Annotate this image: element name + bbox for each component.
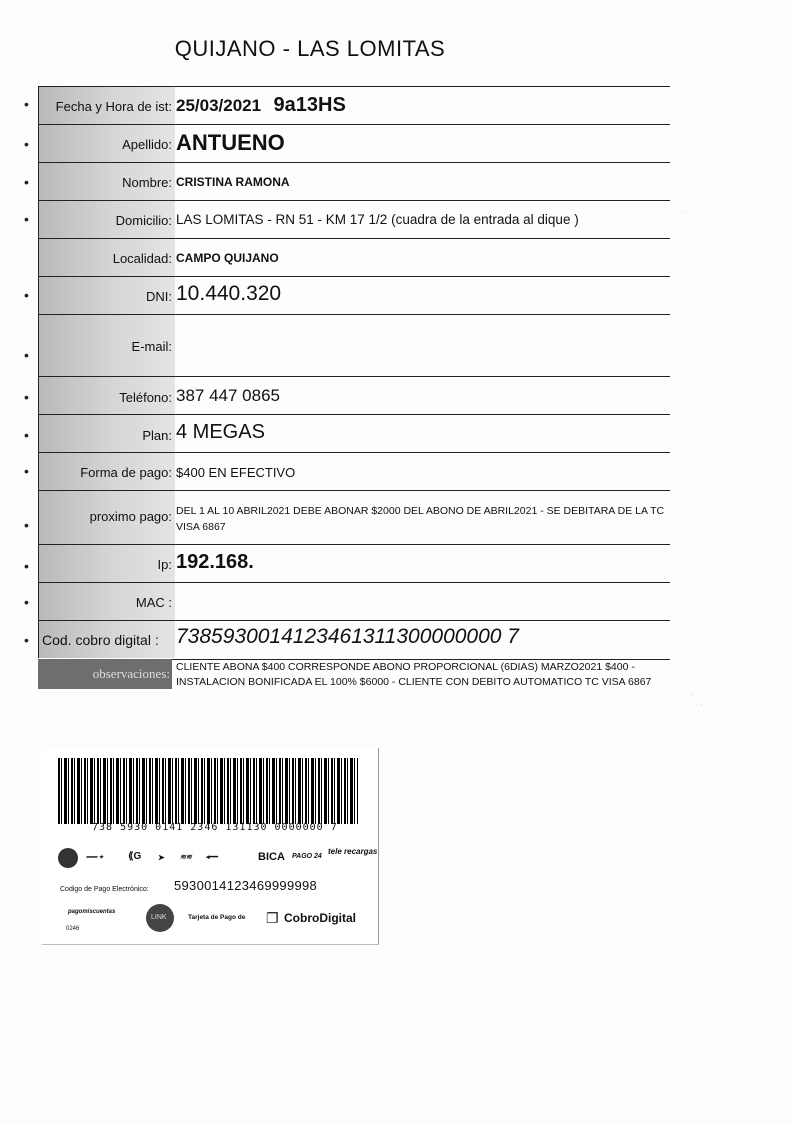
card-label: Tarjeta de Pago de bbox=[188, 914, 246, 921]
page-title: QUIJANO - LAS LOMITAS bbox=[174, 36, 446, 61]
row-ip bbox=[38, 544, 670, 583]
rapipago-icon: ≋≋ bbox=[180, 854, 192, 861]
observaciones-label: observaciones: bbox=[38, 659, 172, 689]
nombre-label: Nombre: bbox=[122, 175, 172, 190]
bullet: • bbox=[24, 517, 29, 533]
localidad-value: CAMPO QUIJANO bbox=[176, 251, 279, 265]
bullet: • bbox=[24, 347, 29, 363]
bullet: • bbox=[24, 287, 29, 303]
ip-label: Ip: bbox=[157, 557, 172, 572]
pago-facil-icon bbox=[58, 848, 78, 868]
barcode bbox=[58, 758, 358, 824]
proximo-pago-value: DEL 1 AL 10 ABRIL2021 DEBE ABONAR $2000 DEL ABONO DE ABRIL2021 - SE DEBITARA DE LA TC VISA 6867 bbox=[176, 505, 665, 533]
row-mac bbox=[38, 582, 670, 621]
fecha-value bbox=[176, 94, 670, 117]
payment-logos bbox=[58, 848, 378, 870]
plan-label: Plan: bbox=[142, 428, 172, 443]
row-dni bbox=[38, 276, 670, 315]
telerecargas-logo: tele recargas bbox=[328, 847, 378, 856]
ip-value: 192.168. bbox=[176, 551, 254, 573]
localidad-label: Localidad: bbox=[112, 251, 172, 266]
dni-label: DNI: bbox=[146, 289, 172, 304]
forma-pago-value: $400 EN EFECTIVO bbox=[176, 465, 296, 480]
row-nombre bbox=[38, 162, 670, 201]
telefono-value: 387 447 0865 bbox=[176, 386, 280, 405]
pagomiscuentas-logo: pagomiscuentas bbox=[68, 909, 116, 915]
bullet: • bbox=[24, 211, 29, 227]
row-apellido bbox=[38, 124, 670, 163]
card-code: 0246 bbox=[66, 926, 80, 932]
speck: · bbox=[684, 208, 687, 217]
row-localidad bbox=[38, 238, 670, 277]
pay-code: 5930014123469999998 bbox=[174, 878, 318, 893]
proximo-pago-label: proximo pago: bbox=[89, 509, 172, 524]
apellido-value: ANTUENO bbox=[176, 130, 285, 155]
row-cobro-digital bbox=[38, 620, 670, 660]
bullet: • bbox=[24, 389, 29, 405]
fecha-label: Fecha y Hora de ist: bbox=[55, 99, 172, 114]
pago24-logo: PAGO 24 bbox=[292, 853, 322, 860]
plan-value: 4 MEGAS bbox=[176, 421, 265, 443]
observaciones-value: CLIENTE ABONA $400 CORRESPONDE ABONO PROPORCIONAL (6DIAS) MARZO2021 $400 - INSTALACION BONIFICADA EL 100% $6000 - CLIENTE CON DEBITO AUTOMATICO TC VISA 6867 bbox=[176, 661, 652, 688]
row-email bbox=[38, 314, 670, 377]
nombre-value: CRISTINA RAMONA bbox=[176, 175, 290, 189]
bica-logo: BICA bbox=[258, 851, 285, 863]
email-label: E-mail: bbox=[131, 339, 172, 354]
bullet: • bbox=[24, 463, 29, 479]
bullet: • bbox=[24, 558, 29, 574]
telefono-label: Teléfono: bbox=[119, 390, 172, 405]
cobro-digital-brand: CobroDigital bbox=[284, 911, 356, 925]
bullet: • bbox=[24, 96, 29, 112]
speck: · bbox=[700, 700, 703, 709]
provincia-net-icon: ━━━ ✦ bbox=[86, 855, 104, 861]
bapro-icon: ◂━━ bbox=[206, 854, 218, 861]
domicilio-label: Domicilio: bbox=[115, 213, 172, 228]
fecha-date: 25/03/2021 bbox=[176, 96, 262, 115]
speck: · bbox=[690, 690, 693, 699]
bullet: • bbox=[24, 427, 29, 443]
fecha-time: 9a13HS bbox=[273, 94, 346, 116]
cobro-express-icon: ➤ bbox=[158, 853, 165, 862]
apellido-label: Apellido: bbox=[122, 137, 172, 152]
forma-pago-label: Forma de pago: bbox=[80, 465, 172, 480]
row-domicilio bbox=[38, 200, 670, 239]
payment-coupon bbox=[42, 748, 379, 945]
barcode-number: 738 5930 0141 2346 131130 0000000 7 bbox=[92, 822, 338, 833]
row-telefono bbox=[38, 376, 670, 415]
bullet: • bbox=[24, 594, 29, 610]
mac-label: MAC : bbox=[135, 595, 172, 610]
row-fecha bbox=[38, 86, 670, 125]
bullet: • bbox=[24, 174, 29, 190]
bullet: • bbox=[24, 136, 29, 152]
cobro-label: Cod. cobro digital : bbox=[42, 632, 159, 648]
link-logo: LINK bbox=[146, 904, 174, 932]
pay-code-label: Codigo de Pago Electrónico: bbox=[60, 886, 149, 893]
row-forma-pago bbox=[38, 452, 670, 491]
cobro-digital-icon: ❐ bbox=[266, 910, 279, 926]
row-plan bbox=[38, 414, 670, 453]
domicilio-value: LAS LOMITAS - RN 51 - KM 17 1/2 (cuadra de la entrada al dique ) bbox=[176, 212, 579, 227]
row-proximo-pago bbox=[38, 490, 670, 545]
bullet: • bbox=[24, 632, 29, 648]
dni-value: 10.440.320 bbox=[176, 282, 282, 305]
cobro-value: 7385930014123461311300000000 7 bbox=[176, 625, 519, 648]
ripsa-icon: ⟪G bbox=[128, 851, 142, 862]
